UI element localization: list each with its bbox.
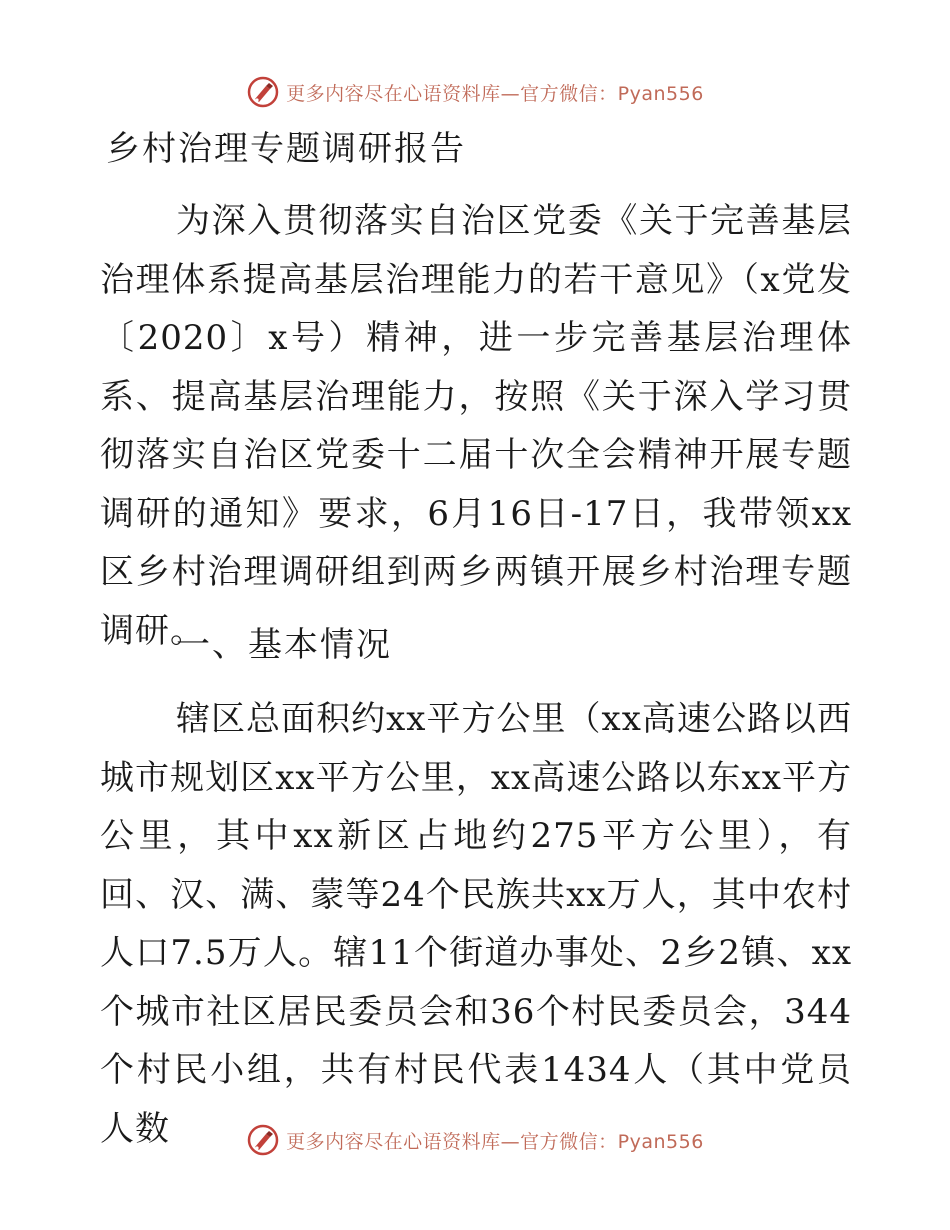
watermark-text: 更多内容尽在心语资料库—官方微信：Pyan556 xyxy=(286,1130,704,1153)
pen-logo-icon xyxy=(246,75,280,109)
pen-logo-icon xyxy=(246,1123,280,1157)
watermark-banner-bottom xyxy=(0,1120,950,1160)
intro-paragraph: 为深入贯彻落实自治区党委《关于完善基层治理体系提高基层治理能力的若干意见》（x党发〔2020〕x号）精神，进一步完善基层治理体系、提高基层治理能力，按照《关于深入学习贯彻落实自治区党委十二届十次全会精神开展专题调研的通知》要求，6月16日-17日，我带领xx区乡村治理调研组到两乡两镇开展乡村治理专题调研。 xyxy=(100,201,852,651)
document-title: 乡村治理专题调研报告 xyxy=(106,129,466,169)
section-heading: 一、基本情况 xyxy=(176,625,392,665)
watermark-banner-top xyxy=(0,72,950,112)
watermark-text: 更多内容尽在心语资料库—官方微信：Pyan556 xyxy=(286,82,704,105)
section-paragraph: 辖区总面积约xx平方公里（xx高速公路以西城市规划区xx平方公里，xx高速公路以东xx平方公里，其中xx新区占地约275平方公里），有回、汉、满、蒙等24个民族共xx万人，其中农村人口7.5万人。辖11个街道办事处、2乡2镇、xx个城市社区居民委员会和36个村民委员会，344个村民小组，共有村民代表1434人（其中党员人数 xyxy=(100,699,852,1149)
